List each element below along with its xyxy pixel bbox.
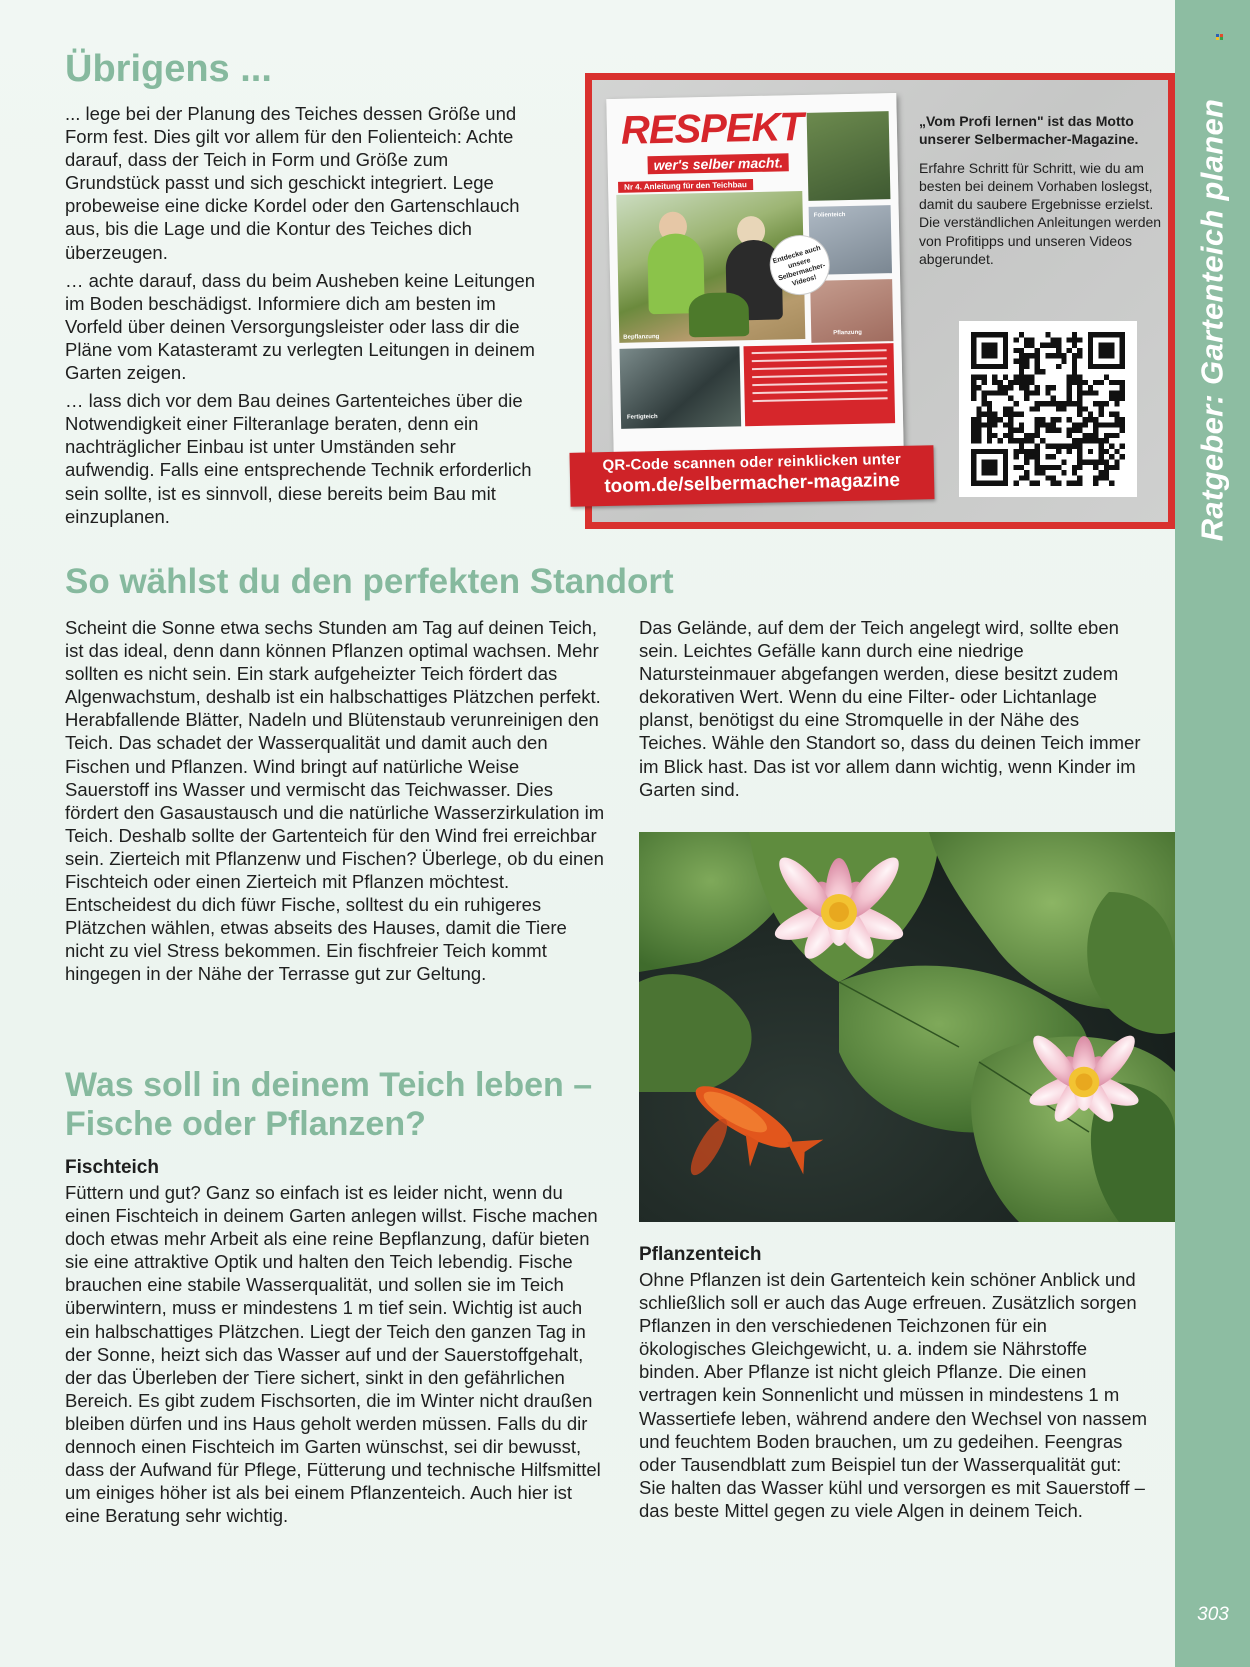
- magazine-label-fertigteich: Fertigteich: [626, 414, 658, 421]
- magazine-sticker: Entdecke auch unsere Selbermacher-Videos!: [763, 228, 837, 302]
- magazine-title: RESPEKT: [620, 104, 804, 153]
- pflanzenteich-text: Ohne Pflanzen ist dein Gartenteich kein schöner Anblick und schließlich soll er auch das Auge erfreuen. Zusätzlich sorgen Pflanzen in den verschiedenen Teichzonen für ein ökologisches Gleichgewicht, u. a. indem sie Nährstoffe binden. Aber Pflanze ist nicht gleich Pflanze. Die einen vertragen kein Sonnenlicht und müssen in mindestens 1 m Wassertiefe leben, während andere den Wechsel von nassem und feuchtem Boden brauchen, um zu gedeihen. Feengras oder Tausendblatt zum Beispiel tun der Wasserqualität gut: Sie halten das Wasser kühl und versorgen es mit Sauerstoff – das beste Mittel gegen zu viele Algen in deinem Teich.: [639, 1269, 1148, 1521]
- promo-description: [919, 112, 1164, 268]
- water-lily-koi-photo: [639, 832, 1175, 1222]
- qr-code-icon: [970, 332, 1126, 486]
- uebrigens-paragraph-2: … achte darauf, dass du beim Ausheben keine Leitungen im Boden beschädigst. Informiere dich am besten im Vorfeld über deinen Versorgungsleister oder lass dir die Pläne vom Katasteramt zu verlegten Leitungen in deinem Garten zeigen.: [65, 269, 536, 384]
- standort-right-text: Das Gelände, auf dem der Teich angelegt wird, sollte eben sein. Leichtes Gefälle kann durch eine niedrige Natursteinmauer abgefangen werden, diese besitzt zudem dekorativen Wert. Wenn du eine Filter- oder Lichtanlage planst, benötigst du eine Stromquelle in der Nähe des Teiches. Wähle den Standort so, dass du deinen Teich immer im Blick hast. Das ist vor allem dann wichtig, wenn Kinder im Garten sind.: [639, 617, 1141, 800]
- leben-heading-line-1: Was soll in deinem Teich leben –: [65, 1066, 593, 1104]
- standort-left-text: Scheint die Sonne etwa sechs Stunden am Tag auf deinen Teich, ist das ideal, denn dann können Pflanzen optimal wachsen. Mehr sollten es nicht sein. Ein stark aufgeheizter Teich fördert das Algenwachstum, deshalb ist ein halbschattiges Plätzchen perfekt. Herabfallende Blätter, Nadeln und Blütenstaub verunreinigen den Teich. Das schadet der Wasserqualität und damit auch den Fischen und Pflanzen. Wind bringt auf natürliche Weise Sauerstoff ins Wasser und vermischt das Teichwasser. Dies fördert den Gasaustausch und die natürliche Wasserzirkulation im Teich. Deshalb sollte der Gartenteich für den Wind frei erreichbar sein. Zierteich mit Pflanzenw und Fischen? Überlege, ob du einen Fischteich oder einen Zierteich mit Pflanzen möchtest. Entscheidest du dich füwr Fische, solltest du ein ruhigeres Plätzchen wählen, etwas abseits des Hauses, damit die Tiere nicht zu viel Stress bekommen. Ein fischfreier Teich kommt hingegen in der Nähe der Terrasse gut zur Geltung.: [65, 617, 605, 985]
- promo-headline: „Vom Profi lernen" ist das Motto unserer Selbermacher-Magazine.: [919, 113, 1139, 148]
- uebrigens-paragraph-3: … lass dich vor dem Bau deines Gartenteiches über die Notwendigkeit einer Filteranlage beraten, denn ein nachträglicher Einbau ist unter Umständen sehr aufwendig. Falls eine entsprechende Technik erforderlich sein sollte, ist es sinnvoll, diese bereits beim Bau mit einzuplanen.: [65, 390, 532, 527]
- uebrigens-paragraph-1: ... lege bei der Planung des Teiches dessen Größe und Form fest. Dies gilt vor allem für den Folienteich: Achte darauf, dass der Teich in Form und Größe zum Grundstück passt und sich geschickt integriert. Lege probeweise eine dicke Kordel oder den Gartenschlauch aus, bis die Lage und die Kontur des Teiches dich überzeugen.: [65, 103, 520, 263]
- magazine-thumb-1: [807, 111, 891, 201]
- pflanzenteich-subheading: Pflanzenteich: [639, 1244, 762, 1265]
- qr-link-banner[interactable]: [569, 445, 934, 507]
- magazine-label-pflanzung: Pflanzung: [833, 329, 862, 337]
- uebrigens-text: [65, 102, 545, 533]
- fischteich-text: Füttern und gut? Ganz so einfach ist es leider nicht, wenn du einen Fischteich in deinem Garten anlegen willst. Fische machen doch etwas mehr Arbeit als eine reine Bepflanzung, dafür bieten sie eine attraktive Optik und halten den Teich lebendig. Fische brauchen eine stabile Wasserqualität, und sollen sie im Teich überwintern, muss er mindestens 1 m tief sein. Wichtig ist auch ein halbschattiges Plätzchen. Liegt der Teich den ganzen Tag in der Sonne, heizt sich das Wasser auf und der Sauerstoffgehalt, der das Überleben der Tiere sichert, sinkt in den gefährlichen Bereich. Es gibt zudem Fischsorten, die im Winter nicht draußen bleiben dürfen und ins Haus geholt werden müssen. Falls du dir dennoch einen Fischteich im Garten wünschst, sei dir bewusst, dass der Aufwand für Pflege, Fütterung und technische Hilfsmittel um einiges höher ist als bei einem Pflanzenteich. Auch hier ist eine Beratung sehr wichtig.: [65, 1182, 601, 1527]
- magazine-label-folienteich: Folienteich: [813, 212, 846, 219]
- leben-heading-line-2: Fische oder Pflanzen?: [65, 1105, 426, 1144]
- promo-text: Erfahre Schritt für Schritt, wie du am besten bei deinem Vorhaben loslegst, damit du saubere Ergebnisse erzielst. Die verständlichen Anleitungen werden von Profitipps und unseren Videos abgerundet.: [919, 159, 1162, 268]
- magazine-label-bepflanzung: Bepflanzung: [623, 334, 660, 341]
- sidebar-title: Ratgeber: Gartenteich planen: [1194, 98, 1229, 542]
- qr-url-link[interactable]: toom.de/selbermacher-magazine: [604, 469, 901, 498]
- standort-heading: So wählst du den perfekten Standort: [65, 562, 674, 601]
- magazine-subtitle: wer's selber macht.: [647, 153, 789, 174]
- color-marks-icon: [1216, 34, 1226, 40]
- magazine-issue: Nr 4. Anleitung für den Teichbau: [618, 179, 753, 193]
- magazine-contents-list: [743, 343, 895, 426]
- leben-heading: [65, 1066, 645, 1144]
- page-number: 303: [1197, 1604, 1229, 1625]
- qr-instruction: QR-Code scannen oder reinklicken unter: [602, 450, 902, 475]
- magazine-cover[interactable]: [606, 93, 903, 457]
- fischteich-subheading: Fischteich: [65, 1157, 159, 1178]
- qr-code[interactable]: [959, 321, 1137, 497]
- uebrigens-heading: Übrigens ...: [65, 48, 272, 90]
